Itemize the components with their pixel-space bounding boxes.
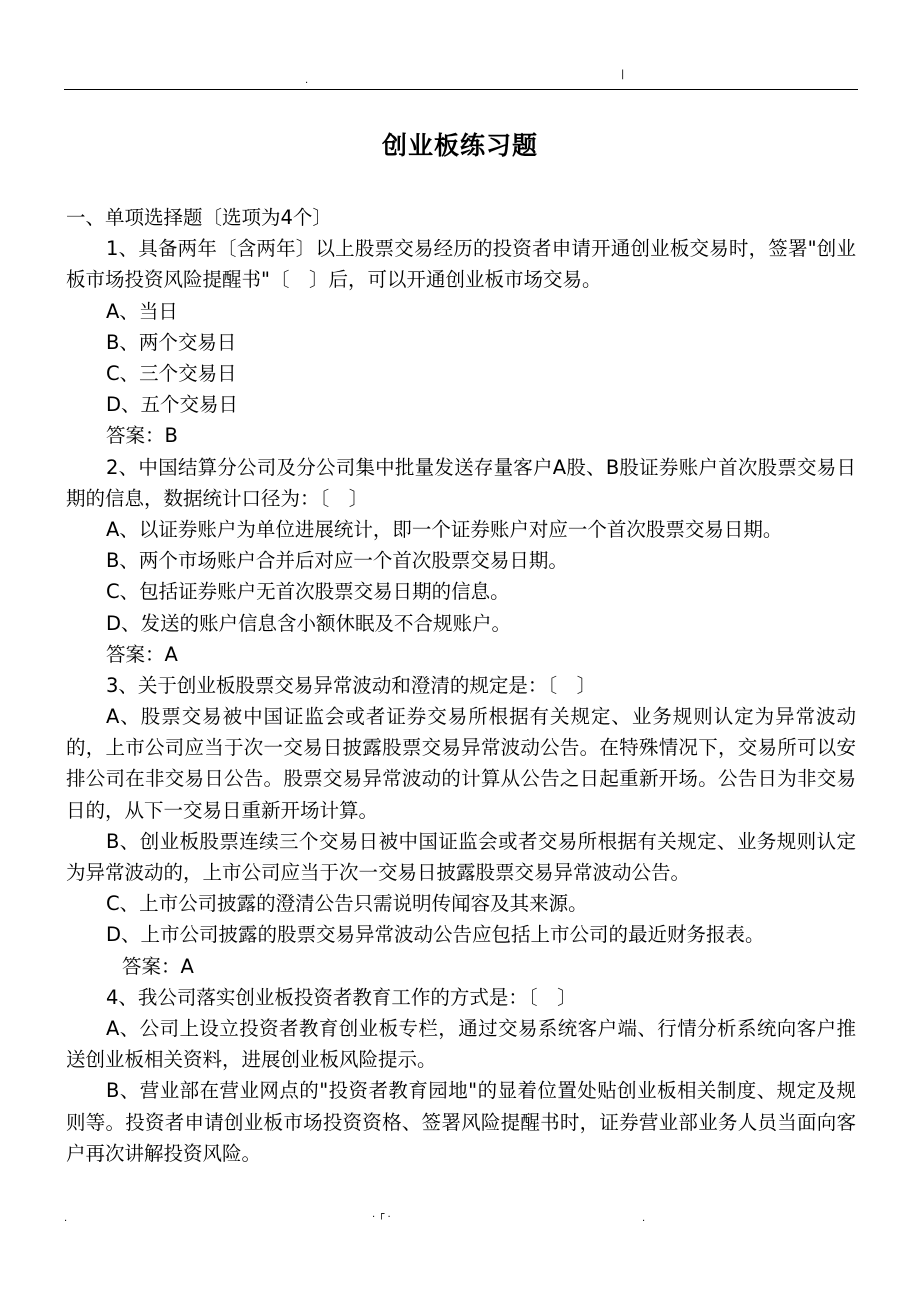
question-4-option-a: A、公司上设立投资者教育创业板专栏，通过交易系统客户端、行情分析系统向客户推送创业板相关资料，进展创业板风险提示。 <box>66 1017 856 1072</box>
question-3-option-a: A、股票交易被中国证监会或者证券交易所根据有关规定、业务规则认定为异常波动的，上市公司应当于次一交易日披露股票交易异常波动公告。在特殊情况下，交易所可以安排公司在非交易日公告。股票交易异常波动的计算从公告之日起重新开场。公告日为非交易日的，从下一交易日重新开场计算。 <box>66 705 856 822</box>
question-2-stem: 2、中国结算分公司及分公司集中批量发送存量客户A股、B股证券账户首次股票交易日期的信息，数据统计口径为：〔 〕 <box>66 455 856 510</box>
header-rule <box>64 89 858 90</box>
section-heading: 一、单项选择题〔选项为4个〕 <box>66 206 332 229</box>
question-1-option-d: D、五个交易日 <box>106 393 239 417</box>
page-title: 创业板练习题 <box>381 131 538 160</box>
question-2-option-a: A、以证券账户为单位进展统计，即一个证券账户对应一个首次股票交易日期。 <box>106 517 783 541</box>
question-3-option-d: D、上市公司披露的股票交易异常波动公告应包括上市公司的最近财务报表。 <box>106 923 765 947</box>
footer-mark-center: . ┌ . <box>372 1209 391 1220</box>
question-1-answer: 答案：B <box>106 424 178 448</box>
question-3-option-b: B、创业板股票连续三个交易日被中国证监会或者交易所根据有关规定、业务规则认定为异常波动的，上市公司应当于次一交易日披露股票交易异常波动公告。 <box>66 829 856 885</box>
document-body <box>66 202 856 1169</box>
question-3-answer: 答案：A <box>122 954 194 978</box>
question-1-option-a: A、当日 <box>106 299 178 323</box>
footer-mark-right: . <box>642 1213 646 1224</box>
question-1-option-b: B、两个交易日 <box>106 330 237 354</box>
question-2-option-b: B、两个市场账户合并后对应一个首次股票交易日期。 <box>106 549 568 573</box>
footer-mark-left: . <box>64 1213 68 1224</box>
question-4-option-b: B、营业部在营业网点的"投资者教育园地"的显着位置处贴创业板相关制度、规定及规则等。投资者申请创业板市场投资资格、签署风险提醒书时，证券营业部业务人员当面向客户再次讲解投资风险。 <box>66 1079 856 1165</box>
question-1-stem: 1、具备两年〔含两年〕以上股票交易经历的投资者申请开通创业板交易时，签署"创业板市场投资风险提醒书"〔 〕后，可以开通创业板市场交易。 <box>66 237 856 292</box>
question-2-answer: 答案：A <box>106 642 178 666</box>
header-bar-mark: | <box>621 69 625 80</box>
question-3-stem: 3、关于创业板股票交易异常波动和澄清的规定是：〔 〕 <box>106 673 597 697</box>
header-dot-mark: . <box>305 75 309 86</box>
question-2-option-d: D、发送的账户信息含小额休眠及不合规账户。 <box>106 611 512 635</box>
question-2-option-c: C、包括证券账户无首次股票交易日期的信息。 <box>106 580 510 604</box>
question-1-option-c: C、三个交易日 <box>106 361 237 385</box>
question-4-stem: 4、我公司落实创业板投资者教育工作的方式是：〔 〕 <box>106 985 577 1009</box>
question-3-option-c: C、上市公司披露的澄清公告只需说明传闻容及其来源。 <box>106 892 588 916</box>
